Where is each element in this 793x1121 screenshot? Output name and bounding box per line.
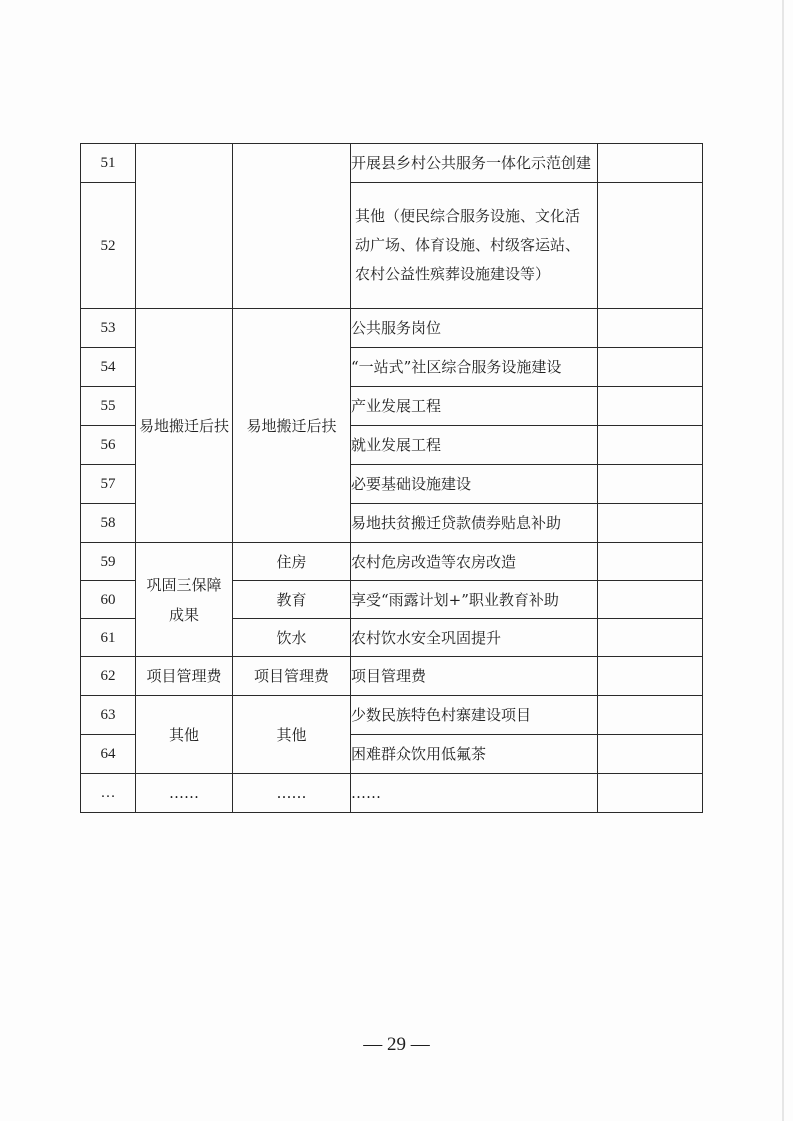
subtype-cell-empty xyxy=(233,144,351,309)
remark-cell xyxy=(598,696,703,735)
remark-cell xyxy=(598,657,703,696)
type-cell: 易地搬迁后扶 xyxy=(136,309,233,543)
row-number: 52 xyxy=(81,183,136,309)
row-number: 51 xyxy=(81,144,136,183)
row-number: 58 xyxy=(81,504,136,543)
item-cell: 易地扶贫搬迁贷款债券贴息补助 xyxy=(351,504,598,543)
item-cell: 开展县乡村公共服务一体化示范创建 xyxy=(351,144,598,183)
page-edge xyxy=(782,0,784,1121)
remark-cell xyxy=(598,426,703,465)
table-row xyxy=(81,696,703,735)
row-number: … xyxy=(81,774,136,813)
page-number: — 29 — xyxy=(363,1034,430,1055)
remark-cell xyxy=(598,144,703,183)
item-cell: 其他（便民综合服务设施、文化活动广场、体育设施、村级客运站、农村公益性殡葬设施建设等） xyxy=(351,183,598,309)
project-table xyxy=(80,143,703,813)
subtype-cell: 饮水 xyxy=(233,619,351,657)
remark-cell xyxy=(598,309,703,348)
remark-cell xyxy=(598,465,703,504)
row-number: 53 xyxy=(81,309,136,348)
remark-cell xyxy=(598,619,703,657)
table-row xyxy=(81,309,703,348)
item-cell: 少数民族特色村寨建设项目 xyxy=(351,696,598,735)
type-cell: 其他 xyxy=(136,696,233,774)
item-cell: 必要基础设施建设 xyxy=(351,465,598,504)
remark-cell xyxy=(598,581,703,619)
type-cell: …… xyxy=(136,774,233,813)
subtype-cell: 住房 xyxy=(233,543,351,581)
table-row xyxy=(81,144,703,183)
row-number: 57 xyxy=(81,465,136,504)
subtype-cell: 易地搬迁后扶 xyxy=(233,309,351,543)
item-cell: 就业发展工程 xyxy=(351,426,598,465)
row-number: 63 xyxy=(81,696,136,735)
subtype-cell: 项目管理费 xyxy=(233,657,351,696)
item-cell: “一站式”社区综合服务设施建设 xyxy=(351,348,598,387)
item-cell: 产业发展工程 xyxy=(351,387,598,426)
item-cell: 享受“雨露计划+”职业教育补助 xyxy=(351,581,598,619)
item-cell: 困难群众饮用低氟茶 xyxy=(351,735,598,774)
row-number: 55 xyxy=(81,387,136,426)
table-row xyxy=(81,774,703,813)
row-number: 54 xyxy=(81,348,136,387)
row-number: 59 xyxy=(81,543,136,581)
subtype-cell: …… xyxy=(233,774,351,813)
row-number: 62 xyxy=(81,657,136,696)
item-cell: 农村饮水安全巩固提升 xyxy=(351,619,598,657)
table-row xyxy=(81,543,703,581)
type-cell: 项目管理费 xyxy=(136,657,233,696)
remark-cell xyxy=(598,543,703,581)
subtype-cell: 教育 xyxy=(233,581,351,619)
remark-cell xyxy=(598,735,703,774)
item-cell: 农村危房改造等农房改造 xyxy=(351,543,598,581)
remark-cell xyxy=(598,504,703,543)
item-cell: 项目管理费 xyxy=(351,657,598,696)
type-cell-empty xyxy=(136,144,233,309)
remark-cell xyxy=(598,183,703,309)
remark-cell xyxy=(598,348,703,387)
subtype-cell: 其他 xyxy=(233,696,351,774)
row-number: 60 xyxy=(81,581,136,619)
item-cell: 公共服务岗位 xyxy=(351,309,598,348)
remark-cell xyxy=(598,774,703,813)
remark-cell xyxy=(598,387,703,426)
row-number: 64 xyxy=(81,735,136,774)
row-number: 61 xyxy=(81,619,136,657)
type-cell: 巩固三保障成果 xyxy=(136,543,233,657)
row-number: 56 xyxy=(81,426,136,465)
item-cell: …… xyxy=(351,774,598,813)
table-row xyxy=(81,657,703,696)
